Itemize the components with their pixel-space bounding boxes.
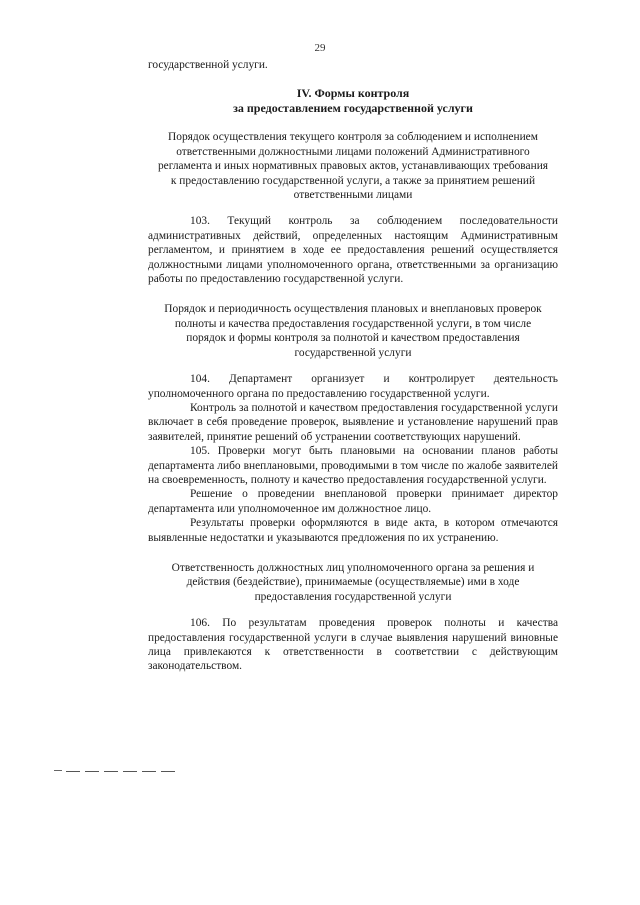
paragraph-106: 106. По результатам проведения проверок полноты и качества предоставления государственной услуги в случае выявления нарушений виновные лица привлекаются к ответственности в соответствии с действующим законодательством.	[148, 617, 558, 673]
page-number: 29	[314, 42, 326, 54]
page-content	[148, 58, 558, 690]
paragraph-block-103	[148, 214, 558, 286]
section-title-line-1: IV. Формы контроля	[296, 86, 410, 101]
paragraph-105-results: Результаты проверки оформляются в виде акта, в котором отмечаются выявленные недостатки и указываются предложения по их устранению.	[148, 517, 558, 544]
paragraph-block-104-105	[148, 372, 558, 545]
section-title-line-2: за предоставлением государственной услуги	[233, 101, 473, 116]
paragraph-103: 103. Текущий контроль за соблюдением последовательности административных действий, определенных настоящим Административным регламентом, и принятием в ходе ее предоставления решений осуществляется должностными лицами уполномоченного органа, ответственными за организацию работы по предоставлению государственной услуги.	[148, 215, 558, 286]
footer-divider	[66, 771, 176, 772]
paragraph-105-decision: Решение о проведении внеплановой проверки принимает директор департамента или уполномоченное им должностное лицо.	[148, 488, 558, 515]
paragraph-104-control: Контроль за полнотой и качеством предоставления государственной услуги включает в себя проведение проверок, выявление и установление нарушений прав заявителей, принятие решений об устранении соответствующих нарушений.	[148, 401, 558, 443]
paragraph-105: 105. Проверки могут быть плановыми на основании планов работы департамента либо внеплановыми, проводимыми в том числе по жалобе заявителей на своевременность, полноту и качество предоставления государственной услуги.	[148, 445, 558, 486]
subheading-responsibility: Ответственность должностных лиц уполномоченного органа за решения и действия (бездействие), принимаемые (осуществляемые) ими в ходе предоставления государственной услуги	[171, 561, 535, 603]
scan-artifact-mark	[54, 770, 62, 771]
continuation-text: государственной услуги.	[148, 59, 268, 71]
section-title	[148, 86, 558, 116]
paragraph-block-106	[148, 616, 558, 674]
subheading-current-control: Порядок осуществления текущего контроля за соблюдением и исполнением ответственными должностными лицами положений Административного регламента и иных нормативных правовых актов, устанавливающих требования к предоставлению государственной услуги, а также за принятием решений ответственными лицами	[157, 131, 549, 202]
paragraph-104: 104. Департамент организует и контролирует деятельность уполномоченного органа по предоставлению государственной услуги.	[148, 373, 558, 400]
subheading-inspections: Порядок и периодичность осуществления плановых и внеплановых проверок полноты и качества предоставления государственной услуги, в том числе порядок и формы контроля за полнотой и качеством предоставления государственной услуги	[164, 303, 542, 359]
